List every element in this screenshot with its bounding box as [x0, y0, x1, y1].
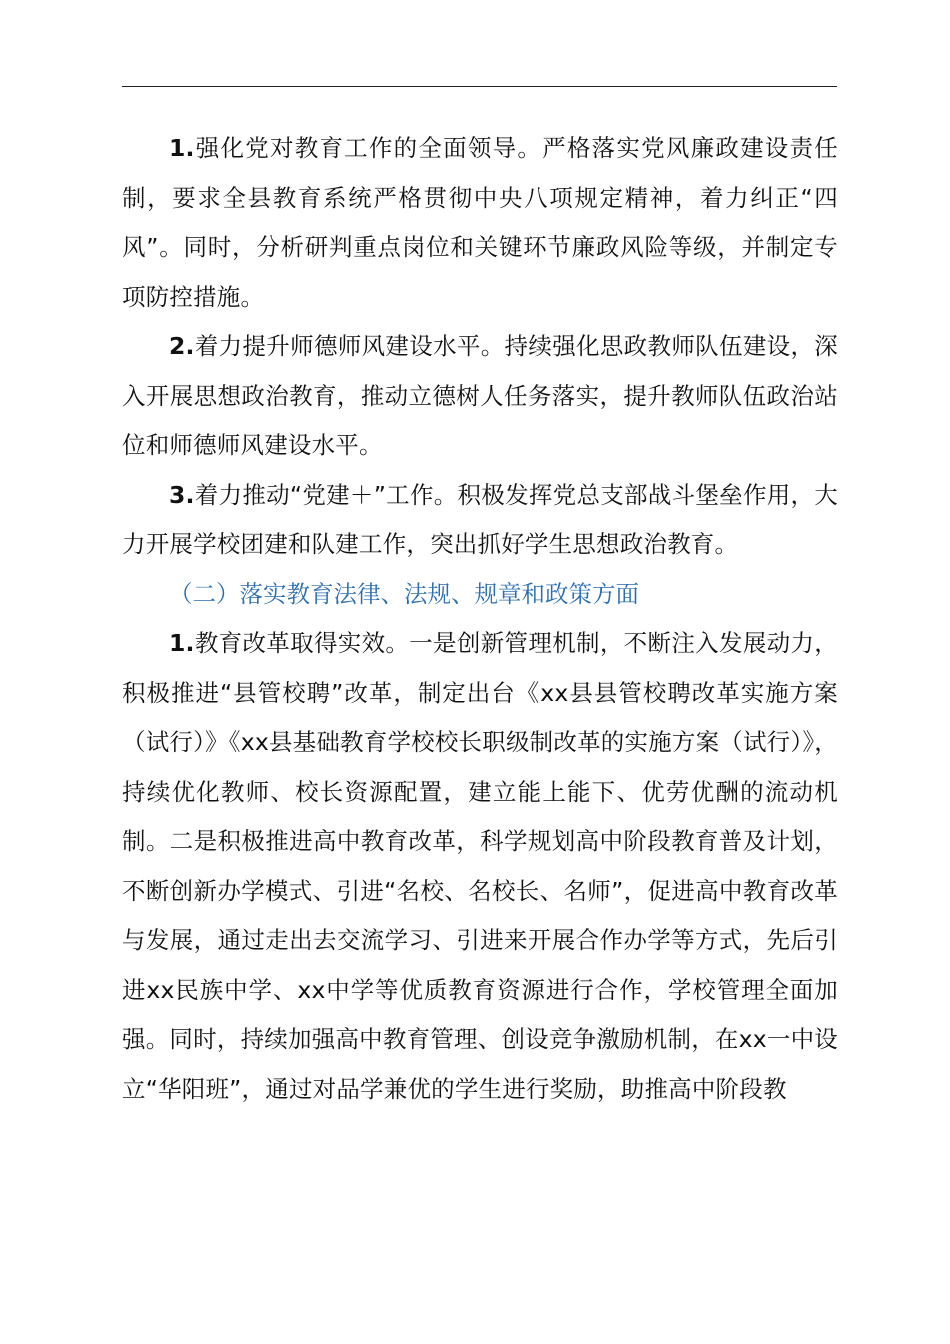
paragraph-number: 2.: [169, 332, 195, 360]
paragraph-text: 着力提升师德师风建设水平。持续强化思政教师队伍建设，深入开展思想政治教育，推动立德树人任务落实，提升教师队伍政治站位和师德师风建设水平。: [122, 332, 838, 459]
paragraph-text: 教育改革取得实效。一是创新管理机制，不断注入发展动力，积极推进“县管校聘”改革，制定出台《xx县县管校聘改革实施方案（试行）》《xx县基础教育学校校长职级制改革的实施方案（试行）》，持续优化教师、校长资源配置，建立能上能下、优劳优酬的流动机制。二是积极推进高中教育改革，科学规划高中阶段教育普及计划，不断创新办学模式、引进“名校、名校长、名师”，促进高中教育改革与发展，通过走出去交流学习、引进来开展合作办学等方式，先后引进xx民族中学、xx中学等优质教育资源进行合作，学校管理全面加强。同时，持续加强高中教育管理、创设竞争激励机制，在xx一中设立“华阳班”，通过对品学兼优的学生进行奖励，助推高中阶段教: [122, 629, 838, 1103]
paragraph-text: 着力推动“党建＋”工作。积极发挥党总支部战斗堡垒作用，大力开展学校团建和队建工作，突出抓好学生思想政治教育。: [122, 480, 838, 558]
section-paragraph-1: [122, 619, 838, 1114]
document-body: [122, 124, 838, 1114]
paragraph-number: 3.: [169, 480, 195, 509]
section-heading: （二）落实教育法律、法规、规章和政策方面: [169, 579, 639, 608]
paragraph-number: 1.: [169, 629, 195, 657]
header-rule: [122, 86, 837, 87]
paragraph-number: 1.: [169, 134, 195, 162]
paragraph-text: 强化党对教育工作的全面领导。严格落实党风廉政建设责任制，要求全县教育系统严格贯彻中央八项规定精神，着力纠正“四风”。同时，分析研判重点岗位和关键环节廉政风险等级，并制定专项防控措施。: [122, 134, 838, 311]
paragraph-2: [122, 322, 838, 471]
paragraph-1: [122, 124, 838, 322]
paragraph-3: [122, 471, 838, 570]
